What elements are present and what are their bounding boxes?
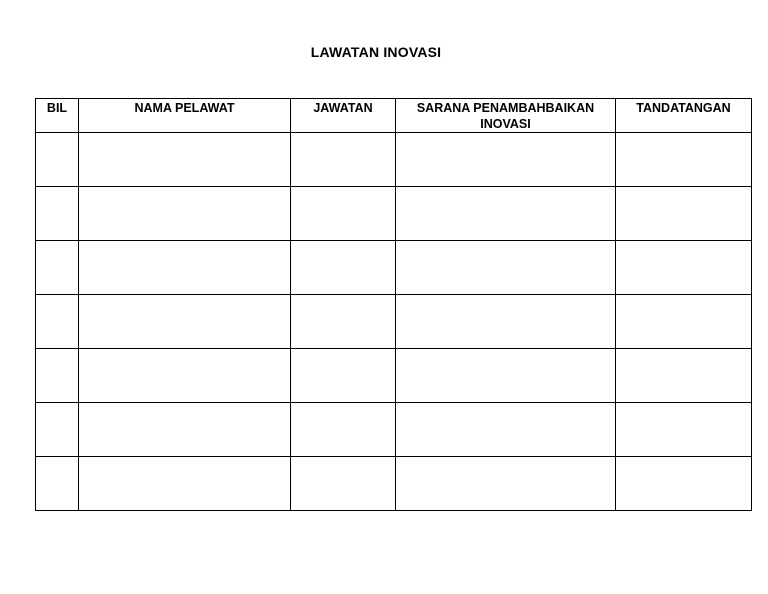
table-header-row: [36, 99, 752, 133]
jawatan-cell: [291, 403, 396, 457]
nama-pelawat-cell: [79, 457, 291, 511]
jawatan-cell: [291, 133, 396, 187]
header-nama-pelawat: NAMA PELAWAT: [79, 99, 291, 133]
jawatan-cell: [291, 457, 396, 511]
header-tandatangan: TANDATANGAN: [616, 99, 752, 133]
bil-cell: [36, 349, 79, 403]
header-bil: BIL: [36, 99, 79, 133]
nama-pelawat-cell: [79, 241, 291, 295]
nama-pelawat-cell: [79, 403, 291, 457]
sarana-cell: [396, 457, 616, 511]
bil-cell: [36, 295, 79, 349]
tandatangan-cell: [616, 349, 752, 403]
sarana-cell: [396, 241, 616, 295]
table-row: [36, 403, 752, 457]
table-body: [36, 133, 752, 511]
nama-pelawat-cell: [79, 295, 291, 349]
header-sarana-penambahbaikan-inovasi: SARANA PENAMBAHBAIKAN INOVASI: [396, 99, 616, 133]
visitor-log-table: [35, 98, 752, 511]
table-row: [36, 457, 752, 511]
table-row: [36, 349, 752, 403]
nama-pelawat-cell: [79, 349, 291, 403]
nama-pelawat-cell: [79, 187, 291, 241]
tandatangan-cell: [616, 187, 752, 241]
tandatangan-cell: [616, 295, 752, 349]
sarana-cell: [396, 133, 616, 187]
nama-pelawat-cell: [79, 133, 291, 187]
table-row: [36, 187, 752, 241]
bil-cell: [36, 133, 79, 187]
header-jawatan: JAWATAN: [291, 99, 396, 133]
tandatangan-cell: [616, 403, 752, 457]
table-row: [36, 133, 752, 187]
bil-cell: [36, 457, 79, 511]
bil-cell: [36, 403, 79, 457]
tandatangan-cell: [616, 133, 752, 187]
tandatangan-cell: [616, 241, 752, 295]
jawatan-cell: [291, 349, 396, 403]
sarana-cell: [396, 187, 616, 241]
table-row: [36, 295, 752, 349]
jawatan-cell: [291, 187, 396, 241]
jawatan-cell: [291, 295, 396, 349]
table-row: [36, 241, 752, 295]
bil-cell: [36, 241, 79, 295]
bil-cell: [36, 187, 79, 241]
document-title: LAWATAN INOVASI: [310, 44, 442, 60]
sarana-cell: [396, 403, 616, 457]
sarana-cell: [396, 349, 616, 403]
sarana-cell: [396, 295, 616, 349]
tandatangan-cell: [616, 457, 752, 511]
jawatan-cell: [291, 241, 396, 295]
